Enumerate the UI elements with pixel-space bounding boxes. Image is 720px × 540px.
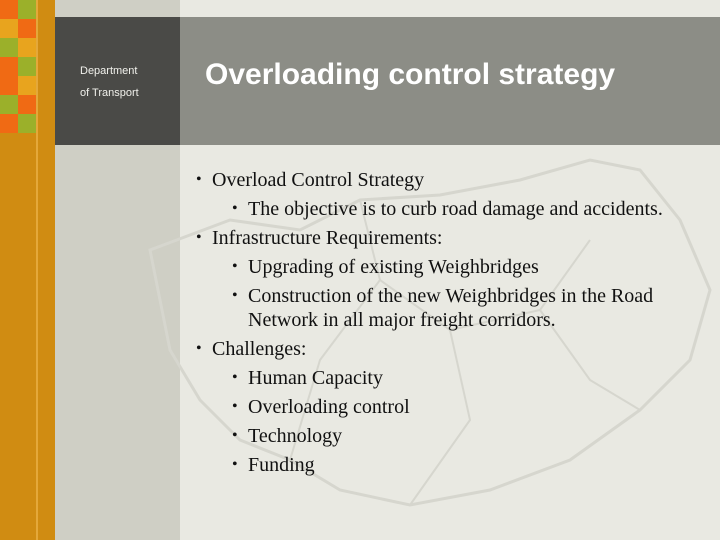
slide-title: Overloading control strategy xyxy=(205,58,616,91)
decorative-color-strip xyxy=(0,0,55,540)
list-item: • Funding xyxy=(232,454,315,476)
list-item: • The objective is to curb road damage and accidents. xyxy=(232,198,663,220)
department-box xyxy=(55,17,180,145)
green-square xyxy=(0,38,18,57)
orange-square xyxy=(0,0,18,19)
strip-divider xyxy=(36,0,38,540)
orange-square xyxy=(0,57,18,76)
list-item: • Infrastructure Requirements: xyxy=(196,227,443,249)
green-square xyxy=(18,114,36,133)
orange-square xyxy=(0,76,18,95)
green-square xyxy=(0,95,18,114)
list-item: • Challenges: xyxy=(196,338,307,360)
orange-square xyxy=(18,95,36,114)
orange-square xyxy=(0,114,18,133)
yellow-square xyxy=(18,76,36,95)
department-sublabel: of Transport xyxy=(80,87,139,99)
list-item: • Construction of the new Weighbridges in the Road xyxy=(232,285,654,307)
list-item-continuation: Network in all major freight corridors. xyxy=(248,309,556,331)
yellow-square xyxy=(18,38,36,57)
green-square xyxy=(18,57,36,76)
yellow-square xyxy=(0,19,18,38)
department-label: Department xyxy=(80,65,138,77)
list-item: • Overload Control Strategy xyxy=(196,169,425,191)
list-item: • Overloading control xyxy=(232,396,410,418)
list-item: • Upgrading of existing Weighbridges xyxy=(232,256,539,278)
list-item: • Human Capacity xyxy=(232,367,383,389)
orange-square xyxy=(18,19,36,38)
list-item: • Technology xyxy=(232,425,343,447)
green-square xyxy=(18,0,36,19)
